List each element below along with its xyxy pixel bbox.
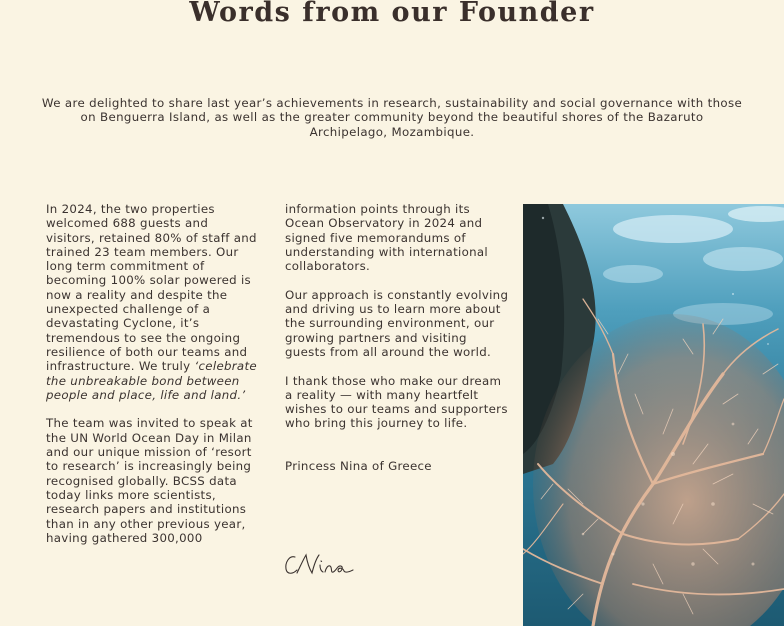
paragraph-observatory: information points through its Ocean Observatory in 2024 and signed five memorandums of understanding with international collaborators. <box>285 202 488 274</box>
paragraph-achievements <box>46 202 258 402</box>
page-title: Words from our Founder <box>189 0 595 28</box>
paragraph-ocean-day: The team was invited to speak at the UN World Ocean Day in Milan and our unique mission of ‘resort to research’ is increasingly being recognised globally. BCSS data today links more scientists, research papers and institutions than in any other previous year, having gathered 300,000 <box>46 416 253 545</box>
founder-quote: ‘celebrate the unbreakable bond between people and place, life and land.’ <box>46 359 257 402</box>
text-column-middle <box>285 202 510 474</box>
founder-signature <box>283 551 357 579</box>
text-column-left <box>46 202 258 545</box>
intro-paragraph: We are delighted to share last year’s achievements in research, sustainability and social governance with those on Benguerra Island, as well as the greater community beyond the beautiful shores of the Bazaruto Archipelago, Mozambique. <box>41 96 743 139</box>
paragraph-thanks: I thank those who make our dream a reality — with many heartfelt wishes to our teams and supporters who bring this journey to life. <box>285 373 508 431</box>
achievements-text: In 2024, the two properties welcomed 688 guests and visitors, retained 80% of staff and trained 23 team members. Our long term commitment of becoming 100% solar powered is now a reality and despite the unexpected challenge of a devastating Cyclone, it’s tremendous to see the ongoing resilience of both our teams and infrastructure. We truly <box>46 202 257 374</box>
coral-photo <box>523 204 784 626</box>
paragraph-approach: Our approach is constantly evolving and driving us to learn more about the surrounding environment, our growing partners and visiting guests from all around the world. <box>285 287 509 359</box>
signoff-name: Princess Nina of Greece <box>285 459 432 474</box>
